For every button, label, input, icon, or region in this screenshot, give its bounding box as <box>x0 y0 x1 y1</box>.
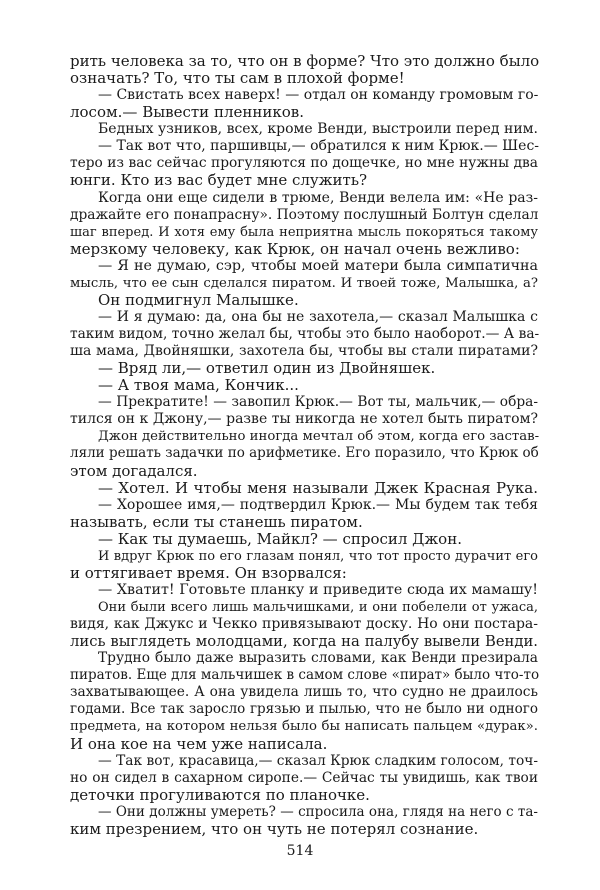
page-body-text <box>70 53 538 838</box>
text-line: лись выглядеть молодцами, когда на палубу вывели Венди. <box>70 633 538 651</box>
text-line: Бедных узников, всех, кроме Венди, выстроили перед ним. <box>98 121 538 138</box>
text-line: мысль, что ее сын сделался пиратом. И твоей тоже, Малышка, а? <box>70 275 538 291</box>
text-line: лосом.— Вывести пленников. <box>70 103 304 122</box>
text-line: рить человека за то, что он в форме? Что это должно было <box>70 52 540 70</box>
text-line: — И я думаю: да, она бы не захотела,— сказал Малышка с <box>98 308 538 325</box>
text-line: и оттягивает время. Он взорвался: <box>70 563 347 582</box>
text-line: — Хотел. И чтобы меня называли Джек Красная Рука. <box>98 478 538 497</box>
page-number: 514 <box>286 843 314 859</box>
text-line: называть, если ты станешь пиратом. <box>70 512 363 531</box>
text-line: Они были всего лишь мальчишками, и они побелели от ужаса, <box>98 600 538 615</box>
text-line: означать? То, что ты сам в плохой форме! <box>70 69 405 88</box>
text-line: — А твоя мама, Кончик... <box>98 376 299 395</box>
text-line: ким презрением, что он чуть не потерял сознание. <box>70 819 479 838</box>
text-line: — Они должны умереть? — спросила она, глядя на него с та- <box>98 803 538 820</box>
text-line: — Хватит! Готовьте планку и приведите сюда их мамашу! <box>98 581 538 598</box>
text-line: дражайте его понапрасну». Поэтому послушный Болтун сделал <box>70 206 539 223</box>
text-line: ша мама, Двойняшки, захотела бы, чтобы вы стали пиратами? <box>70 343 538 360</box>
text-line: годами. Все так заросло грязью и пылью, что не было ни одного <box>70 701 538 718</box>
text-line: — Так вот что, паршивцы,— обратился к ним Крюк.— Шес- <box>98 138 540 155</box>
text-line: ляли решать задачки по арифметике. Его поразило, что Крюк об <box>70 445 539 462</box>
text-line: — Как ты думаешь, Майкл? — спросил Джон. <box>98 529 462 548</box>
text-line: Джон действительно иногда мечтал об этом, когда его застав- <box>98 429 540 445</box>
text-line: Трудно было даже выразить словами, как Венди презирала <box>98 650 538 667</box>
text-line: — Хорошее имя,— подтвердил Крюк.— Мы будем так тебя <box>98 496 538 513</box>
text-line: — Вряд ли,— ответил один из Двойняшек. <box>98 359 436 378</box>
text-line: пиратов. Еще для мальчишек в самом слове «пират» было что-то <box>70 667 540 684</box>
text-line: Он подмигнул Малышке. <box>98 290 299 309</box>
text-line: мерзкому человеку, как Крюк, он начал очень вежливо: <box>70 239 520 258</box>
text-line: теро из вас сейчас прогуляются по дощечке, но мне нужны два <box>70 155 538 172</box>
text-line: — Свистать всех наверх! — отдал он команду громовым го- <box>98 87 539 104</box>
text-line: юнги. Кто из вас будет мне служить? <box>70 171 368 190</box>
text-line: шаг вперед. И хотя ему была неприятна мысль покоряться такому <box>70 224 538 240</box>
text-line: видя, как Джукс и Чекко привязывают доску. Но они постара- <box>70 616 538 633</box>
text-line: — Прекратите! — завопил Крюк.— Вот ты, мальчик,— обра- <box>98 394 538 411</box>
text-line: этом догадался. <box>70 461 198 480</box>
text-line: И вдруг Крюк по его глазам понял, что тот просто дурачит его <box>98 548 538 564</box>
text-line: захватывающее. А она увидела лишь то, что судно не драилось <box>70 684 538 701</box>
text-line: — Я не думаю, сэр, чтобы моей матери была симпатична <box>98 257 538 274</box>
text-line: деточки прогуливаются по планочке. <box>70 785 370 804</box>
text-line: Когда они еще сидели в трюме, Венди велела им: «Не раз- <box>98 189 538 206</box>
text-line: тился он к Джону,— разве ты никогда не хотел быть пиратом? <box>70 411 538 428</box>
text-line: предмета, на котором нельзя было бы написать пальцем «дурак». <box>70 719 538 735</box>
text-line: таким видом, точно желал бы, чтобы это было наоборот.— А ва- <box>70 326 540 342</box>
text-line: И она кое на чем уже написала. <box>70 734 328 753</box>
text-line: но он сидел в сахарном сиропе.— Сейчас ты увидишь, как твои <box>70 769 538 786</box>
text-line: — Так вот, красавица,— сказал Крюк сладким голосом, точ- <box>98 752 538 769</box>
